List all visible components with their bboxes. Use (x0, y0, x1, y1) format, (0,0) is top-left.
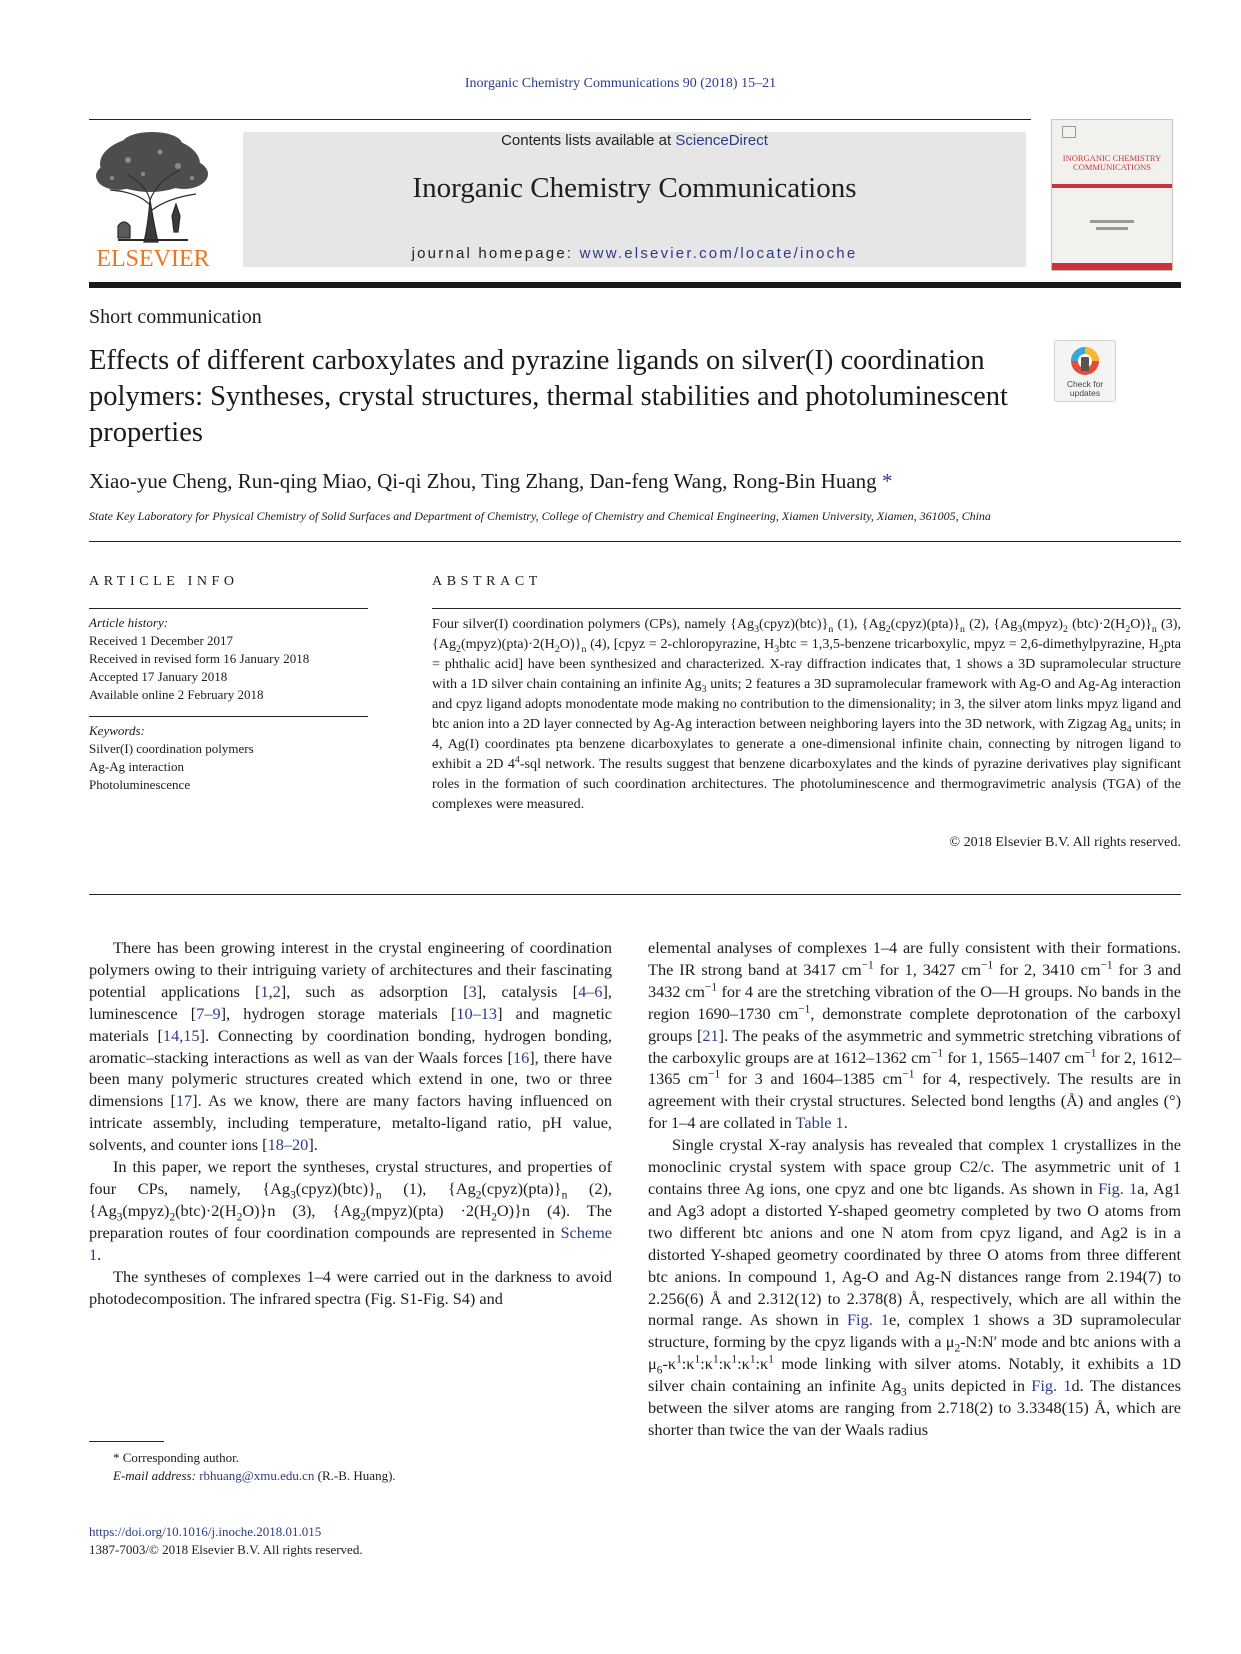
abstract-rule (432, 608, 1181, 609)
homepage-line (243, 245, 1026, 262)
keyword: Ag-Ag interaction (89, 759, 184, 774)
body-paragraph: Single crystal X-ray analysis has revealed that complex 1 crystallizes in the monoclinic crystal system with space group C2/c. The asymmetric unit of 1 contains three Ag ions, one cpyz and one btc ligands. As shown in Fig. 1a, Ag1 and Ag3 adopt a distorted Y-shaped geometry completed by two O atoms from two different btc anions and one N atom from cpyz ligand, and Ag2 is in a distorted Y-shaped geometry coordinated by three O atoms from three different btc anions. In compound 1, Ag-O and Ag-N distances range from 2.194(7) to 2.256(6) Å and 2.312(12) to 2.378(8) Å, respectively, which are all within the normal range. As shown in Fig. 1e, complex 1 shows a 3D supramolecular structure, forming by the cpyz ligands with a $\mu_2-N:N'$ mode and btc anions with a $\mu_6-\kappa^1:\kappa^1:\kappa^1:\kappa^1:\kappa^1:\kappa^1$ mode linking with silver atoms. Notably, it exhibits a 1D silver chain containing an infinite $Ag_3$ units depicted in Fig. 1d. The distances between the silver atoms are ranging from 2.718(2) to 3.3348(15) Å, which are shorter than twice the van der Waals radius (648, 1135, 1181, 1439)
body-column-left (89, 937, 612, 1309)
corresponding-note: Corresponding author. (122, 1450, 240, 1465)
email-label: E-mail address: (113, 1468, 196, 1483)
corresponding-author-marker[interactable]: * (881, 469, 893, 493)
cover-title: INORGANIC CHEMISTRY COMMUNICATIONS (1062, 153, 1162, 172)
abstract-rights: © 2018 Elsevier B.V. All rights reserved. (949, 834, 1181, 850)
contents-line (243, 132, 1026, 149)
footnote (89, 1449, 396, 1485)
issn-line: 1387-7003/© 2018 Elsevier B.V. All rights reserved. (89, 1542, 363, 1557)
keyword: Photoluminescence (89, 777, 191, 792)
journal-citation[interactable]: Inorganic Chemistry Communications 90 (2018) 15–21 (464, 76, 777, 91)
doi-block (89, 1523, 363, 1559)
history-label: Article history: (89, 615, 169, 630)
body-paragraph: The syntheses of complexes 1–4 were carried out in the darkness to avoid photodecomposition. The infrared spectra (Fig. S1-Fig. S4) and (89, 1266, 612, 1308)
body-rule (89, 894, 1181, 895)
article-info-rule (89, 608, 368, 609)
body-column-right (648, 937, 1181, 1441)
cover-text-line (1090, 220, 1134, 223)
contents-prefix: Contents lists available at (501, 132, 676, 149)
cover-text-line (1096, 227, 1128, 230)
check-for-updates-badge[interactable] (1054, 340, 1116, 402)
footnote-marker: * (113, 1450, 120, 1465)
body-paragraph: In this paper, we report the syntheses, crystal structures, and properties of four CPs, namely, $\{Ag_3(cpyz)(btc)\}_n$ (1), $\{Ag_2(cpyz)(pta)\}_n$ (2), $\{Ag_3(mpyz)_2(btc)\cdot 2(H_2O)\}n$ (3), $\{Ag_2(mpyz)(pta) \cdot 2(H_2O)\}n$ (4). The preparation routes of four coordination compounds are represented in Scheme 1. (89, 1157, 612, 1264)
elsevier-tree-logo-icon (88, 130, 218, 245)
publisher-name: ELSEVIER (96, 246, 210, 272)
homepage-link[interactable]: www.elsevier.com/locate/inoche (579, 245, 858, 262)
affiliation: State Key Laboratory for Physical Chemistry of Solid Surfaces and Department of Chemistry, College of Chemistry and Chemical Engineering, Xiamen University, Xiamen, 361005, China (89, 509, 991, 523)
header-thick-rule (89, 282, 1181, 288)
article-type: Short communication (89, 306, 262, 328)
elsevier-logo[interactable] (88, 130, 218, 275)
header-rule (89, 119, 1031, 120)
keywords-label: Keywords: (89, 723, 145, 738)
cover-strip (1052, 184, 1172, 188)
keywords (89, 722, 254, 794)
affiliation-rule (89, 541, 1181, 542)
article-history (89, 614, 309, 704)
cover-logo-icon (1062, 126, 1076, 138)
crossmark-label: Check for updates (1066, 379, 1104, 398)
keyword: Silver(I) coordination polymers (89, 741, 254, 756)
abstract-heading: ABSTRACT (432, 574, 542, 589)
email-link[interactable]: rbhuang@xmu.edu.cn (199, 1468, 315, 1483)
journal-title: Inorganic Chemistry Communications (412, 172, 857, 204)
online-date: Available online 2 February 2018 (89, 687, 264, 702)
article-info-heading: ARTICLE INFO (89, 574, 239, 589)
abstract-text: Four silver(I) coordination polymers (CPs), namely $\{Ag_3(cpyz)(btc)\}_n$ (1), $\{Ag_2(cpyz)(pta)\}_n$ (2), {$Ag_3(mpyz)_2$ $(btc)\cdot 2(H_2O)\}_n$ (3), $\{Ag_2(mpyz)(pta)\cdot 2(H_2O)\}_n$ (4), [cpyz = 2-chloropyrazine, $H_3btc$ = 1,3,5-benzene tricarboxylic, mpyz = 2,6-dimethylpyrazine, $H_2pta$ = phthalic acid] have been synthesized and characterized. X-ray diffraction indicates that, 1 shows a 3D supramolecular structure with a 1D silver chain containing an infinite $Ag_3$ units; 2 features a 3D supramolecular framework with Ag-O and Ag-Ag interaction and cpyz ligand adopts monodentate mode making no contribution to the dimensionality; in 3, the silver atom links mpyz ligand and btc anion into a 2D layer connected by Ag-Ag interaction between neighboring layers into the 3D network, with Zigzag $Ag_4$ units; in 4, Ag(I) coordinates pta benzene dicarboxylates to generate a one-dimensional infinite chain, connecting by nitrogen ligand to exhibit a 2D $4^4$-sql network. The results suggest that benzene dicarboxylates and the kinds of pyrazine derivatives play significant roles in the formation of such coordination architectures. The photoluminescence and thermogravimetric analysis (TGA) of the complexes were measured. (432, 616, 1182, 812)
body-paragraph: There has been growing interest in the crystal engineering of coordination polymers owing to their intriguing variety of architectures and their fascinating potential applications [1,2], such as adsorption [3], catalysis [4–6], luminescence [7–9], hydrogen storage materials [10–13] and magnetic materials [14,15]. Connecting by coordination bonding, hydrogen bonding, aromatic–stacking interactions as well as van der Waals forces [16], there have been many polymeric structures created which extend in one, two or three dimensions [17]. As we know, there are many factors having influenced on intricate assembly, including temperature, metalto-ligand ratio, pH value, solvents, and counter ions [18–20]. (89, 938, 612, 1155)
footnote-rule (89, 1441, 164, 1442)
email-suffix: (R.-B. Huang). (317, 1468, 396, 1483)
accepted-date: Accepted 17 January 2018 (89, 669, 228, 684)
doi-link[interactable]: https://doi.org/10.1016/j.inoche.2018.01.015 (89, 1524, 322, 1539)
authors-text: Xiao-yue Cheng, Run-qing Miao, Qi-qi Zhou, Ting Zhang, Dan-feng Wang, Rong-Bin Huang (89, 469, 877, 493)
keywords-rule (89, 716, 368, 717)
sciencedirect-link[interactable]: ScienceDirect (675, 132, 768, 149)
received-date: Received 1 December 2017 (89, 633, 234, 648)
body-paragraph: elemental analyses of complexes 1–4 are fully consistent with their formations. The IR strong band at 3417 $cm^{-1}$ for 1, 3427 $cm^{-1}$ for 2, 3410 $cm^{-1}$ for 3 and 3432 $cm^{-1}$ for 4 are the stretching vibration of the O—H groups. No bands in the region 1690–1730 $cm^{-1}$, demonstrate complete deprotonation of the carboxyl groups [21]. The peaks of the asymmetric and symmetric stretching vibrations of the carboxylic groups are at 1612–1362 $cm^{-1}$ for 1, 1565–1407 $cm^{-1}$ for 2, 1612–1365 $cm^{-1}$ for 3 and 1604–1385 $cm^{-1}$ for 4, respectively. The results are in agreement with their crystal structures. Selected bond lengths (Å) and angles (°) for 1–4 are collated in Table 1. (648, 938, 1182, 1133)
cover-bottom-band (1052, 263, 1172, 270)
journal-cover[interactable] (1051, 119, 1173, 271)
author-list (89, 469, 892, 494)
revised-date: Received in revised form 16 January 2018 (89, 651, 310, 666)
homepage-prefix: journal homepage: (411, 245, 580, 262)
journal-banner (243, 132, 1026, 267)
article-title: Effects of different carboxylates and pyrazine ligands on silver(I) coordination polymers: Syntheses, crystal structures, thermal stabilities and photoluminescent properties (89, 345, 1008, 448)
crossmark-icon (1055, 341, 1115, 383)
